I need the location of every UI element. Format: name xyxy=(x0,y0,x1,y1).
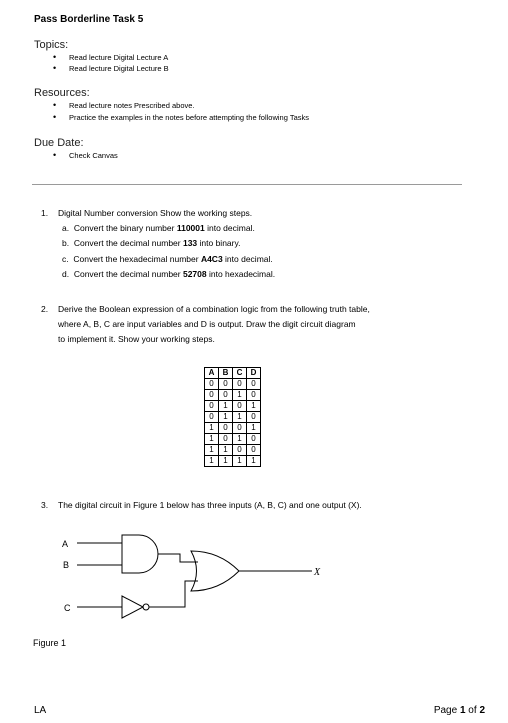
bullet-icon: • xyxy=(53,150,57,160)
bullet-icon: • xyxy=(53,112,57,122)
or-gate-icon xyxy=(191,551,239,591)
table-row: 1 0 1 0 xyxy=(205,434,261,445)
sub-question-d: d. Convert the decimal number 52708 into hexadecimal. xyxy=(62,269,276,279)
table-row: 0 0 1 0 xyxy=(205,390,261,401)
question-2-line: Derive the Boolean expression of a combination logic from the following truth table, xyxy=(58,304,370,314)
page-title: Pass Borderline Task 5 xyxy=(34,14,144,25)
question-number: 3. xyxy=(41,500,49,510)
due-date-heading: Due Date: xyxy=(34,137,84,149)
table-header-row xyxy=(205,368,261,379)
topics-heading: Topics: xyxy=(34,39,69,51)
bullet-icon: • xyxy=(53,100,57,110)
question-number: 1. xyxy=(41,208,49,218)
column-header: C xyxy=(233,368,247,379)
input-b-label: B xyxy=(63,560,70,570)
wire-and-out xyxy=(158,554,198,562)
column-header: A xyxy=(205,368,219,379)
and-gate-icon xyxy=(122,535,158,573)
input-a-label: A xyxy=(62,539,69,549)
question-2-line: to implement it. Show your working steps. xyxy=(58,334,215,344)
column-header: B xyxy=(219,368,233,379)
question-number: 2. xyxy=(41,304,49,314)
table-row: 1 1 0 0 xyxy=(205,445,261,456)
bullet-icon: • xyxy=(53,52,57,62)
table-row: 0 1 0 1 xyxy=(205,401,261,412)
question-3-text: The digital circuit in Figure 1 below has three inputs (A, B, C) and one output (X). xyxy=(58,500,362,510)
footer-left: LA xyxy=(34,705,47,716)
not-gate-icon xyxy=(122,596,143,618)
page-number: Page 1 of 2 xyxy=(433,705,485,716)
figure-caption: Figure 1 xyxy=(33,638,67,648)
wire-not-out xyxy=(149,581,198,607)
column-header: D xyxy=(247,368,261,379)
table-row: 0 1 1 0 xyxy=(205,412,261,423)
table-row: 0 0 0 0 xyxy=(205,379,261,390)
input-c-label: C xyxy=(64,603,71,613)
bullet-icon: • xyxy=(53,63,57,73)
resources-heading: Resources: xyxy=(34,87,90,99)
sub-question-a: a. Convert the binary number 110001 into decimal. xyxy=(62,223,255,233)
divider xyxy=(32,184,462,185)
table-row: 1 1 1 1 xyxy=(205,456,261,467)
truth-table xyxy=(204,367,261,467)
sub-question-b: b. Convert the decimal number 133 into binary. xyxy=(62,238,241,248)
question-1-text: Digital Number conversion Show the working steps. xyxy=(58,208,253,218)
output-x-label: X xyxy=(314,567,321,578)
question-2-line: where A, B, C are input variables and D is output. Draw the digit circuit diagram xyxy=(58,319,356,329)
logic-circuit-diagram xyxy=(55,525,345,630)
table-row: 1 0 0 1 xyxy=(205,423,261,434)
sub-question-c: c. Convert the hexadecimal number A4C3 into decimal. xyxy=(62,254,273,264)
